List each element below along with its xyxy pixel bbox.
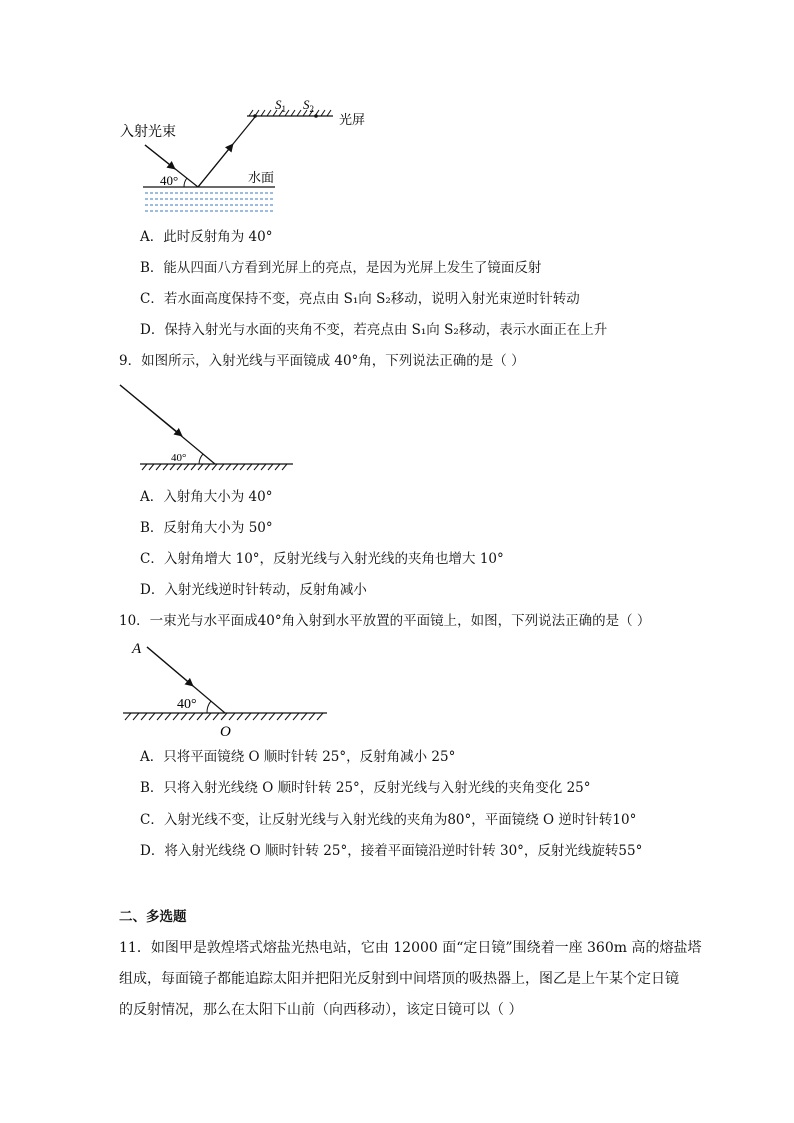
q11-line-2: 组成，每面镜子都能追踪太阳并把阳光反射到中间塔顶的吸热器上，图乙是上午某个定日镜 [119,971,679,987]
q10-angle-label: 40° [177,697,197,712]
s2-sub: 2 [309,104,314,114]
q10-option-b: B．只将入射光线绕 O 顺时针转 25°，反射光线与入射光线的夹角变化 25° [140,780,591,796]
angle-arc [184,178,187,187]
q8-option-d: D．保持入射光与水面的夹角不变，若亮点由 S₁向 S₂移动，表示水面正在上升 [140,322,608,338]
q10-stem: 10．一束光与水平面成40°角入射到水平放置的平面镜上，如图，下列说法正确的是（ ） [119,613,651,629]
water-label: 水面 [248,170,275,185]
q9-option-a: A．入射角大小为 40° [140,489,273,505]
q8-option-b: B．能从四面八方看到光屏上的亮点，是因为光屏上发生了镜面反射 [140,260,542,276]
q10-point-a: A [132,641,142,657]
figure-water-reflection [115,95,366,225]
q9-incident-ray-arrow [120,385,182,436]
angle-label: 40° [160,173,179,188]
figure-q10-mirror [115,635,335,740]
q9-angle-label: 40° [171,452,187,464]
incident-ray-arrow [145,145,175,169]
q10-option-d: D．将入射光线绕 O 顺时针转 25°，接着平面镜沿逆时针转 30°，反射光线旋转55° [140,843,643,859]
q9-option-d: D．入射光线逆时针转动，反射角减小 [140,582,367,598]
q11-line-3: 的反射情况，那么在太阳下山前（向西移动），该定日镜可以（ ） [119,1002,523,1018]
s1-sub: 1 [281,104,286,114]
q10-point-o: O [220,724,231,740]
s1-label: S [275,97,282,112]
reflected-ray-arrow [198,144,233,187]
spot-s1 [253,114,257,118]
q9-option-c: C．入射角增大 10°，反射光线与入射光线的夹角也增大 10° [140,551,504,567]
q9-angle-arc [199,454,203,464]
q10-option-a: A．只将平面镜绕 O 顺时针转 25°，反射角减小 25° [140,749,456,765]
q9-option-b: B．反射角大小为 50° [140,520,273,536]
q9-stem: 9．如图所示，入射光线与平面镜成 40°角，下列说法正确的是（ ） [119,353,525,369]
q11-line-1: 11．如图甲是敦煌塔式熔盐光热电站，它由 12000 面“定日镜”围绕着一座 360m 高的熔盐塔 [119,940,702,956]
s2-label: S [303,97,310,112]
svg-text:S2 [303,97,314,114]
q9-mirror [140,464,293,470]
svg-text:S1 [275,97,286,114]
spot-s2 [314,114,318,118]
incident-beam-label: 入射光束 [120,125,176,140]
screen-label: 光屏 [339,112,366,127]
q8-option-c: C．若水面高度保持不变，亮点由 S₁向 S₂移动，说明入射光束逆时针转动 [140,291,580,307]
figure-q9-mirror [115,380,305,475]
q10-option-c: C．入射光线不变，让反射光线与入射光线的夹角为80°，平面镜绕 O 逆时针转10° [140,812,637,828]
q8-option-a: A．此时反射角为 40° [140,229,273,245]
q10-angle-arc [207,701,211,713]
section-title: 二、多选题 [119,909,187,925]
q10-incident-ray-arrow [147,647,193,686]
q10-mirror [123,713,327,720]
screen [247,110,333,116]
